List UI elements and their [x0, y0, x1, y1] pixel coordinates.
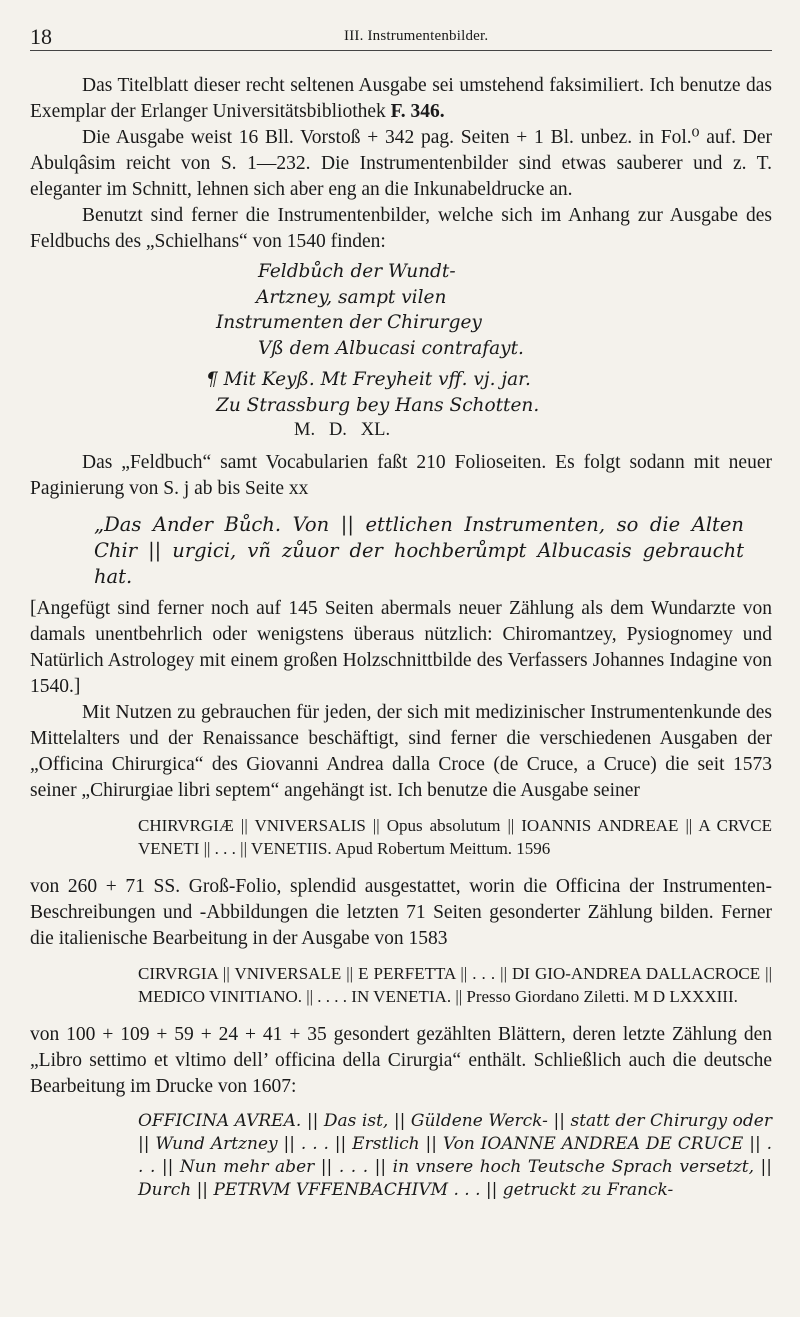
- paragraph-groß-folio: von 260 + 71 SS. Groß-Folio, splendid ausgestattet, worin die Officina der Instrumenten-Beschreibungen und -Abbildungen die letzten 71 Seiten gesonderter Zählung bilden. Ferner die italienische Bearbeitung in der Ausgabe von 1583: [30, 875, 772, 949]
- title-line: Feldbůch der Wundt-: [258, 261, 456, 282]
- page-number: 18: [30, 24, 52, 49]
- bibliography-entry-1583: CIRVRGIA || VNIVERSALE || E PERFETTA || . . . || DI GIO-ANDREA DALLACROCE || MEDICO VINITIANO. || . . . . IN VENETIA. || Presso Giordano Ziletti. M D LXXXIII.: [138, 963, 772, 1006]
- title-line: ¶ Mit Keyß. Mt Freyheit vff. vj. jar.: [206, 369, 531, 390]
- title-line: Instrumenten der Chirurgey: [216, 312, 482, 333]
- paragraph-ausgabe: Die Ausgabe weist 16 Bll. Vorstoß + 342 pag. Seiten + 1 Bl. unbez. in Fol.⁰ auf. Der Abulqâsim reicht von S. 1—232. Die Instrumentenbilder sind etwas sauberer und z. T. eleganter im Schnitt, lehnen sich aber eng an die Inkunabeldrucke an.: [30, 127, 772, 200]
- paragraph-vocabularien: Das „Feldbuch“ samt Vocabularien faßt 210 Folioseiten. Es folgt sodann mit neuer Paginierung von S. j ab bis Seite xx: [30, 451, 772, 499]
- bibliography-entry-1607: OFFICINA AVREA. || Das ist, || Güldene Werck- || statt der Chirurgy oder || Wund Artzney || . . . || Erstlich || Von IOANNE ANDREA DE CRUCE || . . . || Nun mehr aber || . . . || in vnsere hoch Teutsche Sprach versetzt, || Durch || PETRVM VFFENBACHIVM . . . || getruckt zu Franck-: [138, 1110, 772, 1200]
- paragraph-text: Das Titelblatt dieser recht seltenen Ausgabe sei umstehend faksimiliert. Ich benutze das Exemplar der Erlanger Universitätsbibliothek: [30, 75, 772, 122]
- paragraph-angefuegt: [Angefügt sind ferner noch auf 145 Seiten abermals neuer Zählung als dem Wundarzte von damals unentbehrlich oder wenigstens überaus nützlich: Chiromantzey, Pysiognomey und Natürlich Astrologey mit einem großen Holzschnittbilde des Verfassers Johannes Indagine von 1540.]: [30, 597, 772, 697]
- running-title: III. Instrumentenbilder.: [344, 28, 489, 44]
- quote-ander-buch: „Das Ander Bůch. Von || ettlichen Instrumenten, so die Alten Chir || urgici, vñ zůuor der hochberůmpt Albucasis gebraucht hat.: [94, 512, 744, 588]
- feldbuch-title-block: [30, 259, 772, 444]
- paragraph-feldbuch: Benutzt sind ferner die Instrumentenbilder, welche sich im Anhang zur Ausgabe des Feldbuchs des „Schielhans“ von 1540 finden:: [30, 205, 772, 252]
- title-line: Vß dem Albucasi contrafayt.: [258, 337, 524, 359]
- library-signature: F. 346.: [390, 101, 445, 122]
- bibliography-entry-1596: CHIRVRGIÆ || VNIVERSALIS || Opus absolutum || IOANNIS ANDREAE || A CRVCE VENETI || . . . || VENETIIS. Apud Robertum Meittum. 1596: [138, 815, 772, 858]
- paragraph-blaettern: von 100 + 109 + 59 + 24 + 41 + 35 gesondert gezählten Blättern, deren letzte Zählung den „Libro settimo et vltimo dell’ officina della Cirurgia“ enthält. Schließlich auch die deutsche Bearbeitung im Drucke von 1607:: [30, 1023, 772, 1097]
- paragraph-officina: Mit Nutzen zu gebrauchen für jeden, der sich mit medizinischer Instrumentenkunde des Mittelalters und der Renaissance beschäftigt, sind ferner die verschiedenen Ausgaben der „Officina Chirurgica“ des Giovanni Andrea dalla Croce (de Cruce, a Cruce) die seit 1573 seiner „Chirurgiae libri septem“ angehängt ist. Ich benutze die Ausgabe seiner: [30, 701, 772, 801]
- title-line: Zu Strassburg bey Hans Schotten.: [216, 394, 540, 416]
- paragraph-titelblatt: [30, 73, 772, 125]
- page-header: [30, 16, 772, 51]
- title-line: Artzney, sampt vilen: [256, 286, 447, 308]
- title-line: M. D. XL.: [294, 420, 391, 440]
